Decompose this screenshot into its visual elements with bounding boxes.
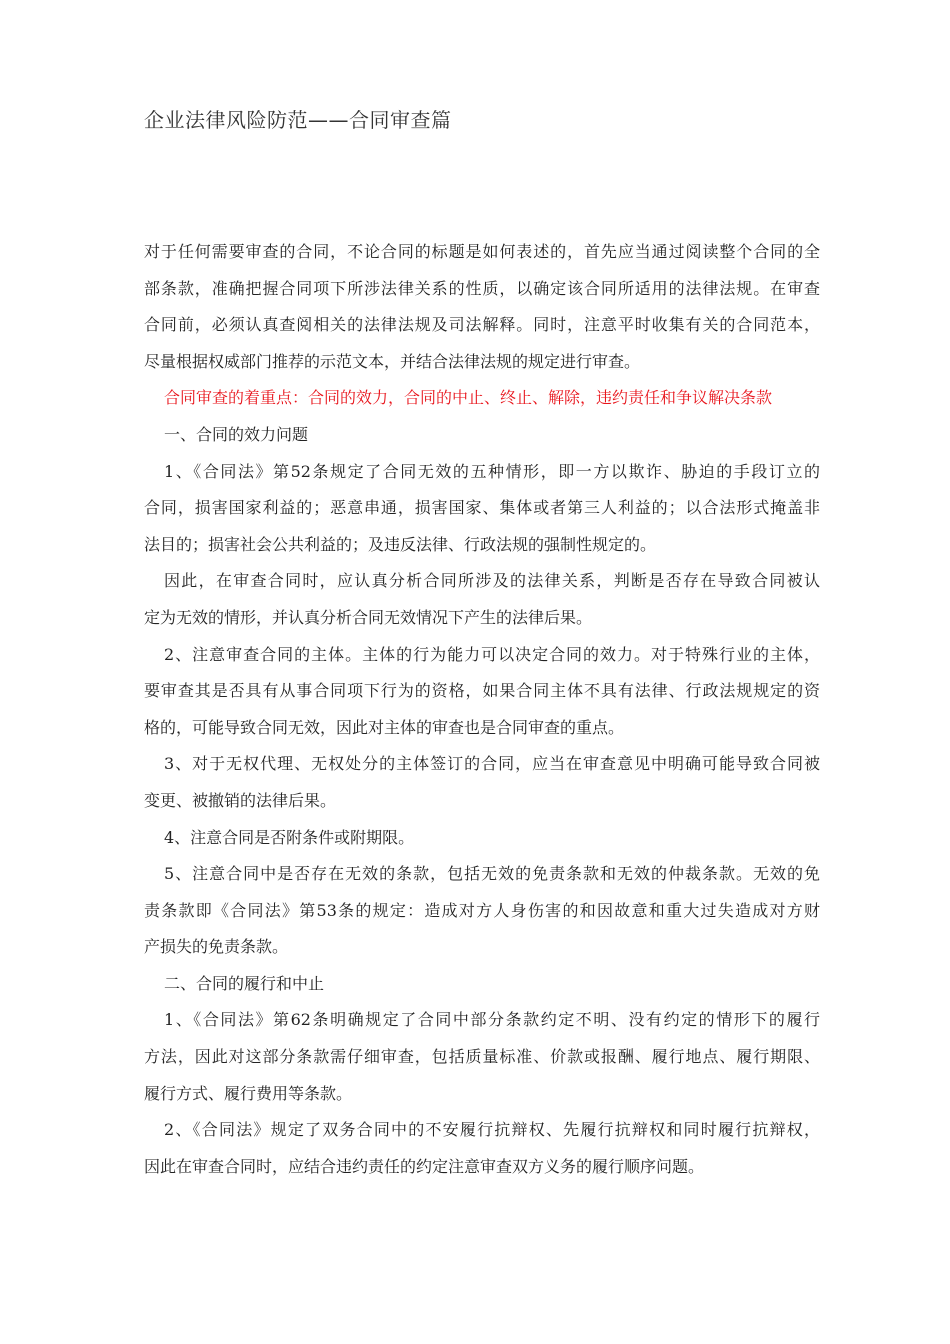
- text-line: 对于任何需要审查的合同，不论合同的标题是如何表述的，首先应当通过阅读整个合同的全: [144, 242, 820, 261]
- text-line: 5、注意合同中是否存在无效的条款，包括无效的免责条款和无效的仲裁条款。无效的免: [164, 864, 820, 884]
- text-line: 因此，在审查合同时，应认真分析合同所涉及的法律关系，判断是否存在导致合同被认: [164, 571, 820, 591]
- text-line: 2、《合同法》规定了双务合同中的不安履行抗辩权、先履行抗辩权和同时履行抗辩权，: [164, 1120, 820, 1140]
- text-line: 变更、被撤销的法律后果。: [144, 790, 337, 810]
- text-line: 1、《合同法》第52条规定了合同无效的五种情形，即一方以欺诈、胁迫的手段订立的: [164, 461, 820, 481]
- highlight-line: 合同审查的着重点：合同的效力，合同的中止、终止、解除，违约责任和争议解决条款: [164, 388, 773, 408]
- text-line: 3、对于无权代理、无权处分的主体签订的合同，应当在审查意见中明确可能导致合同被: [164, 754, 820, 774]
- document-title: 企业法律风险防范——合同审查篇: [144, 108, 452, 132]
- text-line: 1、《合同法》第62条明确规定了合同中部分条款约定不明、没有约定的情形下的履行: [164, 1010, 820, 1030]
- text-line: 方法，因此对这部分条款需仔细审查，包括质量标准、价款或报酬、履行地点、履行期限、: [144, 1047, 820, 1067]
- document-body: [144, 234, 820, 1185]
- text-line: 一、合同的效力问题: [164, 424, 309, 444]
- text-line: 部条款，准确把握合同项下所涉法律关系的性质，以确定该合同所适用的法律法规。在审查: [144, 278, 820, 298]
- text-line: 履行方式、履行费用等条款。: [144, 1083, 353, 1103]
- text-line: 4、注意合同是否附条件或附期限。: [164, 827, 415, 847]
- text-line: 格的，可能导致合同无效，因此对主体的审查也是合同审查的重点。: [144, 717, 625, 737]
- text-line: 2、注意审查合同的主体。主体的行为能力可以决定合同的效力。对于特殊行业的主体，: [164, 644, 820, 664]
- text-line: 要审查其是否具有从事合同项下行为的资格，如果合同主体不具有法律、行政法规规定的资: [144, 681, 820, 701]
- text-line: 责条款即《合同法》第53条的规定：造成对方人身伤害的和因故意和重大过失造成对方财: [144, 900, 820, 920]
- text-line: 定为无效的情形，并认真分析合同无效情况下产生的法律后果。: [144, 607, 593, 627]
- text-line: 合同前，必须认真查阅相关的法律法规及司法解释。同时，注意平时收集有关的合同范本，: [144, 315, 820, 335]
- text-line: 法目的；损害社会公共利益的；及违反法律、行政法规的强制性规定的。: [144, 534, 657, 554]
- text-line: 尽量根据权威部门推荐的示范文本，并结合法律法规的规定进行审查。: [144, 351, 641, 371]
- text-line: 二、合同的履行和中止: [164, 973, 325, 993]
- text-line: 产损失的免责条款。: [144, 937, 289, 957]
- text-line: 合同，损害国家利益的；恶意串通，损害国家、集体或者第三人利益的；以合法形式掩盖非: [144, 498, 820, 518]
- text-line: 因此在审查合同时，应结合违约责任的约定注意审查双方义务的履行顺序问题。: [144, 1156, 705, 1176]
